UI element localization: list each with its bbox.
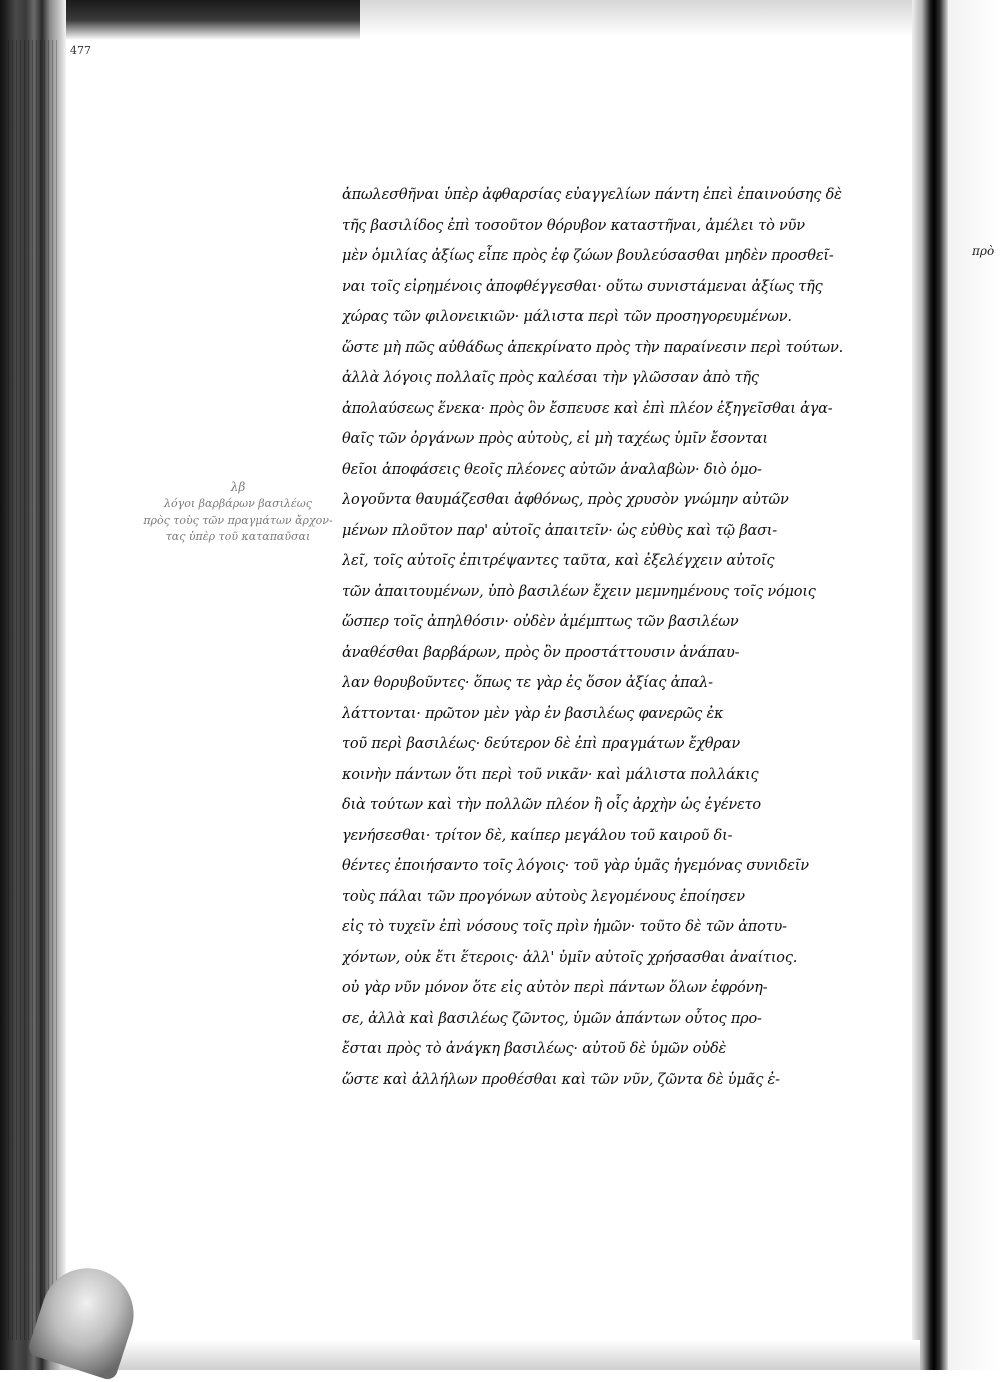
margin-note-number: λβ <box>230 480 246 494</box>
book-gutter <box>912 0 948 1370</box>
text-line: ὥστε καὶ ἀλλήλων προθέσθαι καὶ τῶν νῦν, ζῶντα δὲ ὑμᾶς ἐ- <box>342 1071 780 1088</box>
text-line: ἔσται πρὸς τὸ ἀνάγκη βασιλέως· αὐτοῦ δὲ ὑμῶν οὐδὲ <box>342 1041 727 1057</box>
page-edge-stripes <box>8 40 58 1340</box>
text-line: εἰς τὸ τυχεῖν ἐπὶ νόσους τοῖς πρὶν ἡμῶν· τοῦτο δὲ τῶν ἀποτυ- <box>342 919 787 935</box>
top-page-shadow <box>360 0 920 36</box>
text-line: λεῖ, τοῖς αὐτοῖς ἐπιτρέψαντες ταῦτα, καὶ ἐξελέγχειν αὐτοῖς <box>342 553 775 569</box>
text-line: κοινὴν πάντων ὅτι περὶ τοῦ νικᾶν· καὶ μάλιστα πολλάκις <box>342 766 759 783</box>
text-line: λαν θορυβοῦντες· ὅπως τε γὰρ ἐς ὅσον ἀξίας ἀπαλ- <box>342 675 713 691</box>
facing-page-fragment: πρὸ <box>972 244 995 258</box>
text-line: διὰ τούτων καὶ τὴν πολλῶν πλέον ἢ οἷς ἀρχὴν ὡς ἐγένετο <box>342 797 761 813</box>
margin-note-line: τας ὑπὲρ τοῦ καταπαῦσαι <box>165 530 311 543</box>
text-line: ὥστε μὴ πῶς αὐθάδως ἀπεκρίνατο πρὸς τὴν παραίνεσιν περὶ τούτων. <box>342 339 844 356</box>
text-line: τοῦ περὶ βασιλέως· δεύτερον δὲ ἐπὶ πραγμάτων ἔχθραν <box>342 736 740 752</box>
marginal-annotation <box>138 480 338 546</box>
text-line: θαῖς τῶν ὀργάνων πρὸς αὐτοὺς, εἰ μὴ ταχέως ὑμῖν ἔσονται <box>342 431 768 447</box>
text-line: μένων πλοῦτον παρ' αὐτοῖς ἀπαιτεῖν· ὡς εὐθὺς καὶ τῷ βασι- <box>342 522 777 539</box>
text-line: οὐ γὰρ νῦν μόνον ὅτε εἰς αὐτὸν περὶ πάντων ὅλων ἐφρόνη- <box>342 980 768 996</box>
text-line: λογοῦντα θαυμάζεσθαι ἀφθόνως, πρὸς χρυσὸν γνώμην αὐτῶν <box>342 492 789 508</box>
text-line: γενήσεσθαι· τρίτον δὲ, καίπερ μεγάλου τοῦ καιροῦ δι- <box>342 827 733 844</box>
text-line: σε, ἀλλὰ καὶ βασιλέως ζῶντος, ὑμῶν ἀπάντων οὗτος προ- <box>342 1010 762 1027</box>
text-line: θέντες ἐποιήσαντο τοῖς λόγοις· τοῦ γὰρ ὑμᾶς ἡγεμόνας συνιδεῖν <box>342 858 809 874</box>
bottom-page-shadow <box>60 1340 920 1370</box>
text-line: ὥσπερ τοῖς ἀπηλθόσιν· οὐδὲν ἀμέμπτως τῶν βασιλέων <box>342 614 739 630</box>
left-binding-edge <box>0 0 66 1370</box>
text-line: ἀλλὰ λόγοις πολλαῖς πρὸς καλέσαι τὴν γλῶσσαν ἀπὸ τῆς <box>342 370 759 386</box>
text-line: ἀπολαύσεως ἕνεκα· πρὸς ὃν ἔσπευσε καὶ ἐπὶ πλέον ἐξηγεῖσθαι ἀγα- <box>342 400 833 417</box>
facing-page-edge <box>948 0 1000 1370</box>
text-line: θεῖοι ἀποφάσεις θεοῖς πλέονες αὐτῶν ἀναλαβὼν· διὸ ὁμο- <box>342 461 762 478</box>
margin-note-line: λόγοι βαρβάρων βασιλέως <box>164 497 312 510</box>
text-line: τοὺς πάλαι τῶν προγόνων αὐτοὺς λεγομένους ἐποίησεν <box>342 888 745 905</box>
text-line: μὲν ὁμιλίας ἀξίως εἶπε πρὸς ἐφ ζώων βουλεύσασθαι μηδὲν προσθεῖ- <box>342 248 834 264</box>
text-line: ναι τοῖς εἰρημένοις ἀποφθέγγεσθαι· οὕτω συνιστάμεναι ἀξίως τῆς <box>342 278 823 295</box>
text-line: χώρας τῶν φιλονεικιῶν· μάλιστα περὶ τῶν προσηγορευμένων. <box>342 309 792 325</box>
text-line: χόντων, οὐκ ἔτι ἕτεροις· ἀλλ' ὑμῖν αὐτοῖς χρήσασθαι ἀναίτιος. <box>342 949 798 966</box>
folio-number: 477 <box>70 44 91 57</box>
margin-note-line: πρὸς τοὺς τῶν πραγμάτων ἄρχον- <box>143 513 333 527</box>
text-line: τῆς βασιλίδος ἐπὶ τοσοῦτον θόρυβον καταστῆναι, ἀμέλει τὸ νῦν <box>342 217 805 234</box>
main-text-block <box>342 180 862 1095</box>
text-line: τῶν ἀπαιτουμένων, ὑπὸ βασιλέων ἔχειν μεμνημένους τοῖς νόμοις <box>342 583 816 600</box>
text-line: ἀναθέσθαι βαρβάρων, πρὸς ὃν προστάττουσιν ἀνάπαυ- <box>342 644 740 661</box>
text-line: λάττονται· πρῶτον μὲν γὰρ ἐν βασιλέως φανερῶς ἐκ <box>342 705 724 722</box>
text-line: ἀπωλεσθῆναι ὑπὲρ ἀφθαρσίας εὐαγγελίων πάντη ἐπεὶ ἐπαινούσης δὲ <box>342 187 842 203</box>
